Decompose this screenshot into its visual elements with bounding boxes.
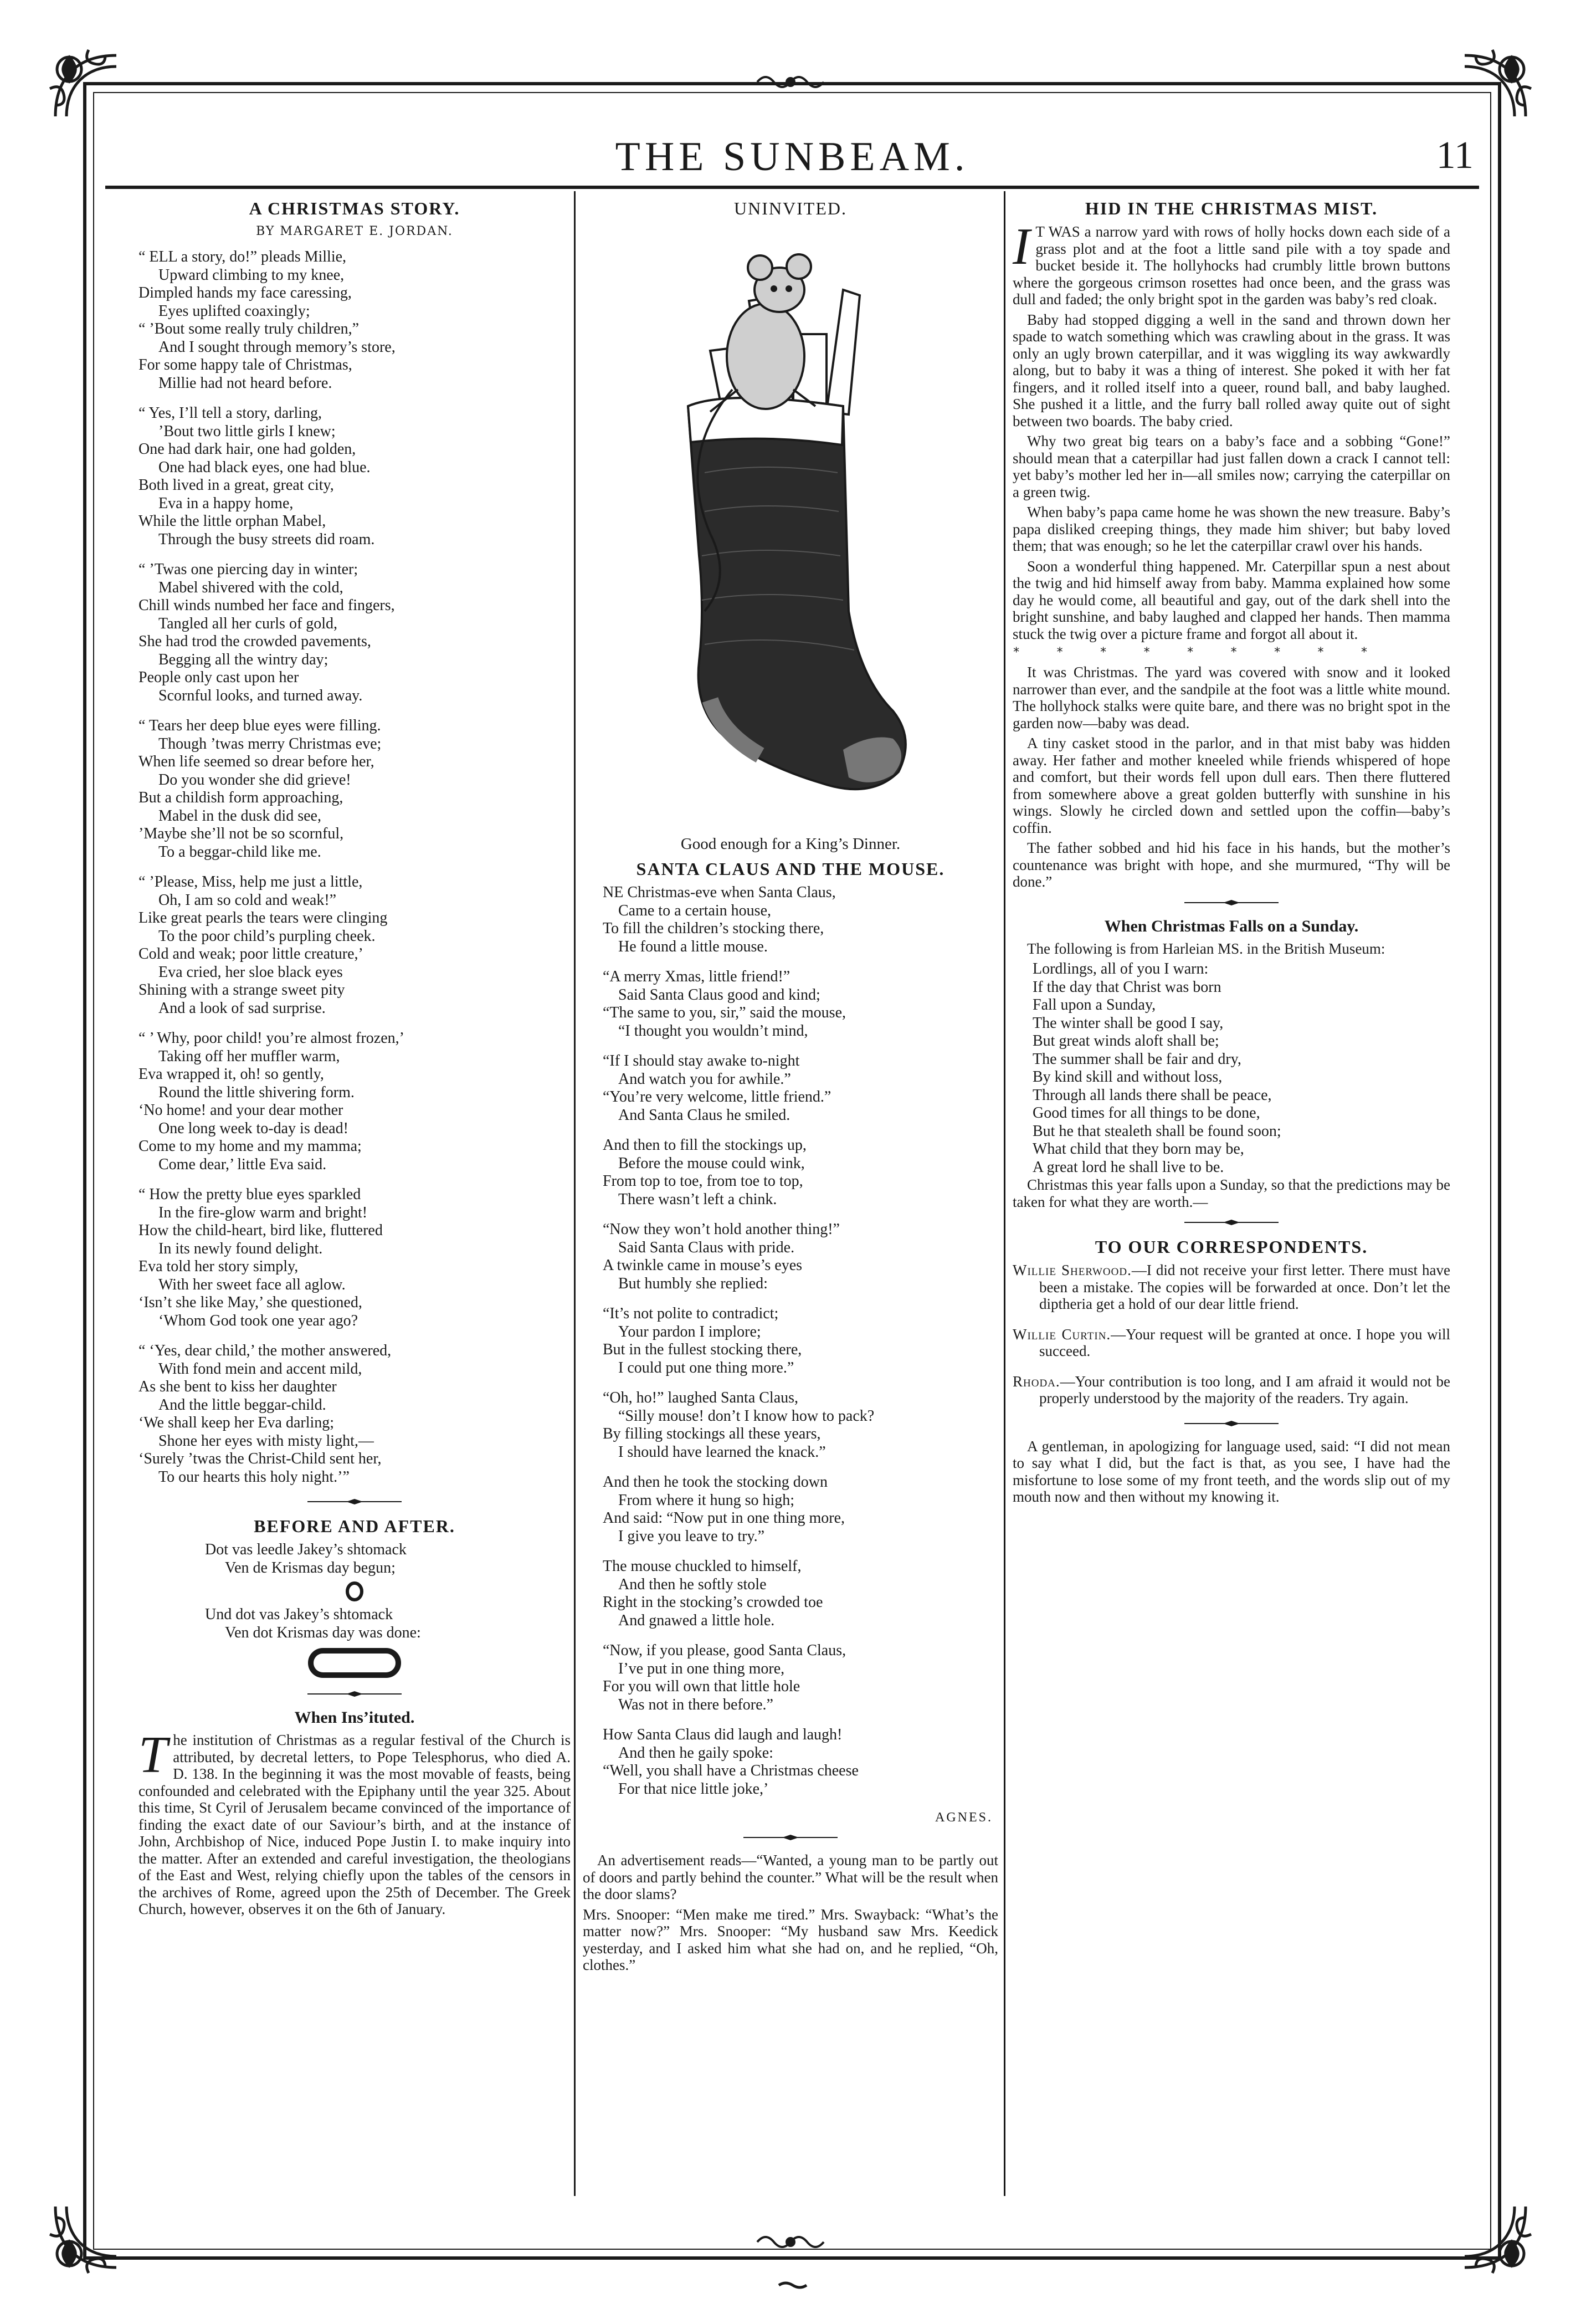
poem-line: But he that stealeth shall be found soon; [1033, 1122, 1281, 1140]
poem-line: Shone her eyes with misty light,— [158, 1432, 374, 1450]
poem-line: I should have learned the knack.” [618, 1443, 826, 1461]
poem-line: Ven de Krismas day begun; [225, 1559, 396, 1576]
poem-line: One had dark hair, one had golden, [138, 441, 356, 458]
poem-line: Eva told her story simply, [138, 1258, 299, 1275]
poem-line: Through all lands there shall be peace, [1033, 1086, 1272, 1104]
poem-line: Right in the stocking’s crowded toe [603, 1594, 823, 1611]
poem-stanza [583, 1137, 998, 1209]
story-text: Why two great big tears on a baby’s face and a sobbing “Gone!” should mean that a caterpillar had just fallen down a crack I cannot tell: yet baby’s mother led her in—all smiles now; carrying the caterpillar on a green twig. [1013, 433, 1450, 500]
poem-stanza [583, 1473, 998, 1545]
poem-line: And watch you for awhile.” [618, 1070, 791, 1088]
story-paragraph [1013, 433, 1450, 500]
poem-line: Before the mouse could wink, [618, 1154, 805, 1172]
instituted-text: he institution of Christmas as a regular festival of the Church is attributed, by decretal letters, to Pope Telesphorus, who died A. D. 138. In the beginning it was the most movable of feasts, being confounded and celebrated with the Epiphany until the year 325. About this time, St Cyril of Jerusalem became convinced of the importance of finding the exact date of our Saviour’s birth, and at the instance of John, Archbishop of Nice, induced Pope Justin I. to make inquiry into the matter. After an extended and careful investigation, the theologians of the East and West, relying chiefly upon the tables of the censors in the archives of Rome, agreed upon the 25th of December. The Greek Church, however, observes it on the 6th of January. [138, 1732, 571, 1917]
poem-line: “ ’Twas one piercing day in winter; [138, 561, 358, 578]
story-paragraph [1013, 218, 1450, 308]
poem-line: ’Bout two little girls I knew; [158, 422, 336, 440]
poem-line: And then he took the stocking down [603, 1473, 828, 1491]
poem-line: The mouse chuckled to himself, [603, 1558, 802, 1575]
poem-stanza [138, 561, 571, 705]
poem-line: Ven dot Krismas day was done: [225, 1624, 421, 1641]
divider-ornament-icon [307, 1691, 402, 1697]
story-paragraph: A tiny casket stood in the parlor, and in that mist baby was hidden away. Her father and mother kneeled while friends whispered of hope and comfort, but their words fell upon dull ears. Then there fluttered from somewhere above a great golden butterfly with sunshine in his wings. Slowly he circled down and settled upon the coffin—baby’s coffin. [1013, 735, 1450, 836]
poem-line: “Now, if you please, good Santa Claus, [603, 1642, 846, 1659]
poem-stanza [583, 1726, 998, 1798]
poem-stanza [583, 1558, 998, 1630]
poem-line: ‘Isn’t she like May,’ she questioned, [138, 1294, 362, 1311]
instituted-paragraph [138, 1726, 571, 1918]
drop-cap: I [1013, 218, 1030, 275]
poem-line: Good times for all things to be done, [1033, 1104, 1260, 1122]
poem-line: Taking off her muffler warm, [158, 1047, 340, 1065]
poem-line: Round the little shivering form. [158, 1083, 355, 1101]
poem-line: And said: “Now put in one thing more, [603, 1509, 845, 1527]
correspondent-name: Willie Curtin. [1013, 1325, 1111, 1343]
instituted-title: When Ins’ituted. [294, 1708, 415, 1727]
story-text: When baby’s papa came home he was shown the new treasure. Baby’s papa disliked creeping things, they made him shiver; but baby loved them; that was enough; so he let the caterpillar crawl over his hands. [1013, 504, 1450, 554]
poem-line: Eva wrapped it, oh! so gently, [138, 1066, 324, 1083]
sunday-title: When Christmas Falls on a Sunday. [1104, 917, 1359, 935]
poem-line: Both lived in a great, great city, [138, 477, 334, 494]
poem-line: “You’re very welcome, little friend.” [603, 1088, 831, 1105]
bottom-mark-icon [778, 2281, 808, 2290]
poem-line: She had trod the crowded pavements, [138, 633, 371, 650]
correspondent-name: Willie Sherwood. [1013, 1262, 1132, 1278]
mist-story [1013, 218, 1450, 642]
poem-line: ’Maybe she’ll not be so scornful, [138, 825, 344, 842]
apology-paragraph: A gentleman, in apologizing for language used, said: “I did not mean to say what I did, but the fact is that, as you see, I have had the misfortune to lose some of my front teeth, and the words slip out of my mouth now and then without my knowing it. [1013, 1437, 1450, 1505]
poem-stanza [138, 1030, 571, 1174]
correspondent-reply: —I did not receive your first letter. There must have been a mistake. The copies will be forwarded at once. Don’t let the diptheria get a hold of our dear little friend. [1039, 1262, 1450, 1312]
poem-line: When life seemed so drear before her, [138, 753, 374, 770]
poem-line: And gnawed a little hole. [618, 1611, 775, 1629]
poem-stanza [583, 968, 998, 1040]
poem-line: ‘Surely ’twas the Christ-Child sent her, [138, 1450, 382, 1467]
correspondent-name: Rhoda. [1013, 1373, 1060, 1390]
correspondent-entry [1013, 1326, 1450, 1360]
poem-line: A great lord he shall live to be. [1033, 1158, 1224, 1176]
poem-line: Mabel shivered with the cold, [158, 579, 343, 596]
poem-stanza [583, 884, 998, 956]
newspaper-title: THE SUNBEAM. [615, 134, 969, 180]
poem-stanza [583, 1389, 998, 1461]
poem-line: Dimpled hands my face caressing, [138, 284, 352, 301]
poem-line: ‘No home! and your dear mother [138, 1102, 343, 1119]
poem-stanza [583, 1642, 998, 1714]
story-paragraph [1013, 504, 1450, 555]
poem-line: And a look of sad surprise. [158, 999, 326, 1017]
poem-line: There wasn’t left a chink. [618, 1190, 777, 1208]
poem-line: The winter shall be good I say, [1033, 1014, 1224, 1032]
column-middle [583, 194, 998, 1977]
santa-mouse-poem [583, 884, 998, 1798]
poem-line: One long week to-day is dead! [158, 1119, 348, 1137]
after-lines [205, 1606, 571, 1642]
poem-line: Tangled all her curls of gold, [158, 615, 338, 632]
poem-line: For you will own that little hole [603, 1678, 800, 1695]
snooper-paragraph: Mrs. Snooper: “Men make me tired.” Mrs. Swayback: “What’s the matter now?” Mrs. Snooper: “My husband saw Mrs. Keedick yesterday, and I asked him what she had on, and he replied, “Oh, clothes.” [583, 1906, 998, 1973]
story-text: Soon a wonderful thing happened. Mr. Caterpillar spun a nest about the twig and hid himself away from baby. Mamma explained how some day he would come, all beautiful and gay, out of the dark shell into the bright sunshine, and baby laughed and clapped her hands. Then mamma stuck the twig over a picture frame and forgot all about it. [1013, 557, 1450, 642]
story-title: A CHRISTMAS STORY. [249, 198, 460, 218]
poem-line: Millie had not heard before. [158, 374, 332, 392]
poem-stanza [138, 873, 571, 1017]
page-number: 11 [1436, 134, 1474, 177]
poem-line: For that nice little joke,’ [618, 1780, 769, 1798]
large-stomach-icon [307, 1647, 402, 1678]
poem-line: And then he softly stole [618, 1575, 767, 1593]
poem-line: And I sought through memory’s store, [158, 338, 396, 356]
corner-ornament-icon [1454, 2195, 1537, 2279]
poem-line: As she bent to kiss her daughter [138, 1378, 337, 1395]
mist-story-continued [1013, 664, 1450, 890]
correspondents-title: TO OUR CORRESPONDENTS. [1095, 1237, 1368, 1257]
before-after-title: BEFORE AND AFTER. [254, 1516, 455, 1536]
poem-line: “ Tears her deep blue eyes were filling. [138, 717, 381, 734]
sunday-outro: Christmas this year falls upon a Sunday, so that the predictions may be taken for what they are worth.— [1013, 1176, 1450, 1210]
poem-line: Begging all the wintry day; [158, 651, 328, 668]
sunday-intro: The following is from Harleian MS. in the British Museum: [1027, 940, 1385, 957]
poem-line: But a childish form approaching, [138, 789, 343, 806]
scroll-ornament-icon [754, 71, 827, 93]
scroll-ornament-icon [754, 2231, 827, 2253]
poem-line: “ ELL a story, do!” pleads Millie, [138, 248, 347, 265]
poem-line: Lordlings, all of you I warn: [1033, 960, 1209, 977]
poem-line: And then to fill the stockings up, [603, 1137, 807, 1154]
divider-ornament-icon [1184, 899, 1279, 906]
poem-stanza [138, 248, 571, 392]
correspondent-entry [1013, 1262, 1450, 1313]
poem-line: Was not in there before.” [618, 1696, 773, 1713]
story-paragraph [1013, 311, 1450, 430]
poem-line: ‘We shall keep her Eva darling; [138, 1414, 335, 1431]
poem-line: “ How the pretty blue eyes sparkled [138, 1186, 361, 1203]
poem-stanza [583, 1221, 998, 1293]
poem-line: “The same to you, sir,” said the mouse, [603, 1004, 846, 1021]
story-paragraph: The father sobbed and hid his face in his hands, but the mother’s countenance was bright with hope, and she murmured, “Thy will be done.” [1013, 839, 1450, 890]
poem-line: Your pardon I implore; [618, 1323, 761, 1340]
poem-line: “ ’Please, Miss, help me just a little, [138, 873, 363, 890]
poem-line: While the little orphan Mabel, [138, 513, 326, 530]
poem-line: To a beggar-child like me. [158, 843, 321, 861]
poem-line: Scornful looks, and turned away. [158, 687, 363, 704]
divider-ornament-icon [1184, 1420, 1279, 1427]
poem-line: Upward climbing to my knee, [158, 266, 345, 284]
byline: BY MARGARET E. JORDAN. [256, 224, 453, 238]
story-paragraph [1013, 558, 1450, 643]
poem-line: “Well, you shall have a Christmas cheese [603, 1762, 859, 1779]
story-text: Baby had stopped digging a well in the sand and thrown down her spade to watch something which was crawling about in the grass. It was only an ugly brown caterpillar, and it was wiggling its way awkwardly along, but to baby it was a thing of interest. She poked it with her fat fingers, and it rolled itself into a queer, round ball, and baby laughed. She pushed it a little, and the furry ball rolled away quite out of sight between two boards. The baby cried. [1013, 311, 1450, 429]
poem-line: People only cast upon her [138, 669, 299, 686]
story-text: T WAS a narrow yard with rows of holly hocks down each side of a grass plot and at the foot a little sand pile with a toy spade and bucket beside it. The hollyhocks had crumbly little brown buttons where the gorgeous crimson rosettes had once been, and the grass was dull and faded; the only bright spot in the garden was baby’s red cloak. [1013, 223, 1450, 308]
poem-stanza [138, 405, 571, 549]
poem-line: Said Santa Claus good and kind; [618, 986, 820, 1004]
story-paragraph: It was Christmas. The yard was covered with snow and it looked narrower than ever, and the sandpile at the foot was a little white mound. The hollyhock stalks were quite bare, and there was no bright spot in the garden now—baby was dead. [1013, 664, 1450, 731]
poem-line: “It’s not polite to contradict; [603, 1305, 779, 1322]
poem-line: Mabel in the dusk did see, [158, 807, 321, 825]
poem-line: Though ’twas merry Christmas eve; [158, 735, 382, 753]
poem-line: In its newly found delight. [158, 1240, 323, 1257]
poem-line: And Santa Claus he smiled. [618, 1106, 790, 1124]
sunday-verse [1033, 960, 1450, 1176]
signature: AGNES. [935, 1810, 993, 1825]
santa-title: SANTA CLAUS AND THE MOUSE. [636, 859, 945, 879]
poem-line: With her sweet face all aglow. [158, 1276, 346, 1293]
column-rule [574, 191, 576, 2196]
poem-line: To our hearts this holy night.’” [158, 1468, 350, 1486]
poem-line: Und dot vas Jakey’s shtomack [205, 1606, 393, 1623]
poem-line: To the poor child’s purpling cheek. [158, 927, 376, 945]
poem-line: Dot vas leedle Jakey’s shtomack [205, 1541, 407, 1558]
illustration-caption: Good enough for a King’s Dinner. [680, 835, 901, 853]
poem-line: In the fire-glow warm and bright! [158, 1204, 368, 1221]
poem-line: He found a little mouse. [618, 938, 768, 955]
poem-line: Eva in a happy home, [158, 494, 294, 512]
divider-ornament-icon [743, 1834, 838, 1841]
poem-line: The summer shall be fair and dry, [1033, 1050, 1241, 1068]
poem-line: “Silly mouse! don’t I know how to pack? [618, 1407, 875, 1425]
poem-line: From top to toe, from toe to top, [603, 1173, 803, 1190]
poem-line: “ ’ Why, poor child! you’re almost frozen,’ [138, 1030, 404, 1047]
poem-line: Said Santa Claus with pride. [618, 1238, 795, 1256]
poem-line: Chill winds numbed her face and fingers, [138, 597, 395, 614]
stocking-mouse-icon [583, 223, 998, 833]
divider-ornament-icon [1184, 1219, 1279, 1226]
poem-line: But humbly she replied: [618, 1274, 768, 1292]
correspondent-reply: —Your request will be granted at once. I hope you will succeed. [1039, 1325, 1450, 1359]
poem-line: How the child-heart, bird like, fluttered [138, 1222, 383, 1239]
poem-line: “If I should stay awake to-night [603, 1052, 800, 1069]
section-stars: * * * * * * * * * [1013, 646, 1383, 659]
column-left [138, 194, 571, 1921]
poem-line: I give you leave to try.” [618, 1527, 765, 1545]
poem-line: “I thought you wouldn’t mind, [618, 1022, 808, 1040]
poem-line: Fall upon a Sunday, [1033, 996, 1156, 1013]
poem-line: “A merry Xmas, little friend!” [603, 968, 790, 985]
poem-line: “ ‘Yes, dear child,’ the mother answered, [138, 1342, 392, 1359]
poem-line: Oh, I am so cold and weak!” [158, 891, 337, 909]
poem-stanza [138, 717, 571, 861]
mist-title: HID IN THE CHRISTMAS MIST. [1085, 198, 1378, 218]
poem-stanza [583, 1305, 998, 1377]
poem-line: How Santa Claus did laugh and laugh! [603, 1726, 843, 1743]
poem-line: By filling stockings all these years, [603, 1425, 821, 1442]
poem-line: “ Yes, I’ll tell a story, darling, [138, 405, 322, 422]
poem-line: Shining with a strange sweet pity [138, 981, 345, 999]
poem-line: “ ’Bout some really truly children,” [138, 320, 360, 337]
poem-line: But in the fullest stocking there, [603, 1341, 802, 1358]
correspondents-list [1013, 1262, 1450, 1407]
poem-line: If the day that Christ was born [1033, 978, 1221, 996]
drop-cap: T [138, 1726, 168, 1784]
poem-line: “Oh, ho!” laughed Santa Claus, [603, 1389, 799, 1406]
advertisement-paragraph: An advertisement reads—“Wanted, a young man to be partly out of doors and partly behind the counter.” What will be the result when the door slams? [583, 1852, 998, 1902]
correspondent-entry [1013, 1373, 1450, 1407]
poem-line: Through the busy streets did roam. [158, 530, 375, 548]
correspondent-reply: —Your contribution is too long, and I am afraid it would not be properly understood by the majority of the readers. Try again. [1039, 1373, 1450, 1406]
corner-ornament-icon [1454, 44, 1537, 127]
poem-line: ‘Whom God took one year ago? [158, 1312, 358, 1329]
poem-line: For some happy tale of Christmas, [138, 356, 352, 373]
poem-line: I’ve put in one thing more, [618, 1660, 785, 1677]
poem-line: From where it hung so high; [618, 1491, 795, 1509]
poem-line: Like great pearls the tears were clinging [138, 909, 388, 926]
poem-line: And the little beggar-child. [158, 1396, 326, 1414]
uninvited-title: UNINVITED. [734, 198, 847, 218]
poem-line: Do you wonder she did grieve! [158, 771, 351, 789]
poem-stanza [583, 1052, 998, 1124]
poem-stanza [138, 1342, 571, 1486]
small-stomach-icon [343, 1580, 366, 1603]
masthead [105, 130, 1479, 189]
corner-ornament-icon [44, 44, 127, 127]
poem-line: I could put one thing more.” [618, 1359, 794, 1376]
column-rule [1004, 191, 1005, 2196]
poem-line: Eva cried, her sloe black eyes [158, 963, 343, 981]
poem-line: What child that they born may be, [1033, 1140, 1244, 1158]
before-lines [205, 1541, 571, 1577]
poem-line: Came to a certain house, [618, 902, 772, 919]
christmas-story-poem [138, 248, 571, 1486]
poem-line: Cold and weak; poor little creature,’ [138, 945, 363, 963]
poem-line: A twinkle came in mouse’s eyes [603, 1257, 803, 1274]
poem-line: Eyes uplifted coaxingly; [158, 302, 310, 320]
poem-line: NE Christmas-eve when Santa Claus, [603, 884, 836, 901]
column-right [1013, 194, 1450, 1509]
poem-stanza [138, 1186, 571, 1330]
mouse-stocking-illustration [583, 223, 998, 833]
poem-line: “Now they won’t hold another thing!” [603, 1221, 840, 1238]
poem-line: One had black eyes, one had blue. [158, 458, 371, 476]
poem-line: By kind skill and without loss, [1033, 1068, 1223, 1086]
poem-line: With fond mein and accent mild, [158, 1360, 362, 1378]
poem-line: Come dear,’ little Eva said. [158, 1155, 327, 1173]
poem-line: And then he gaily spoke: [618, 1744, 773, 1762]
poem-line: But great winds aloft shall be; [1033, 1032, 1219, 1050]
corner-ornament-icon [44, 2195, 127, 2279]
poem-line: Come to my home and my mamma; [138, 1138, 362, 1155]
poem-line: To fill the children’s stocking there, [603, 920, 824, 937]
divider-ornament-icon [307, 1498, 402, 1505]
